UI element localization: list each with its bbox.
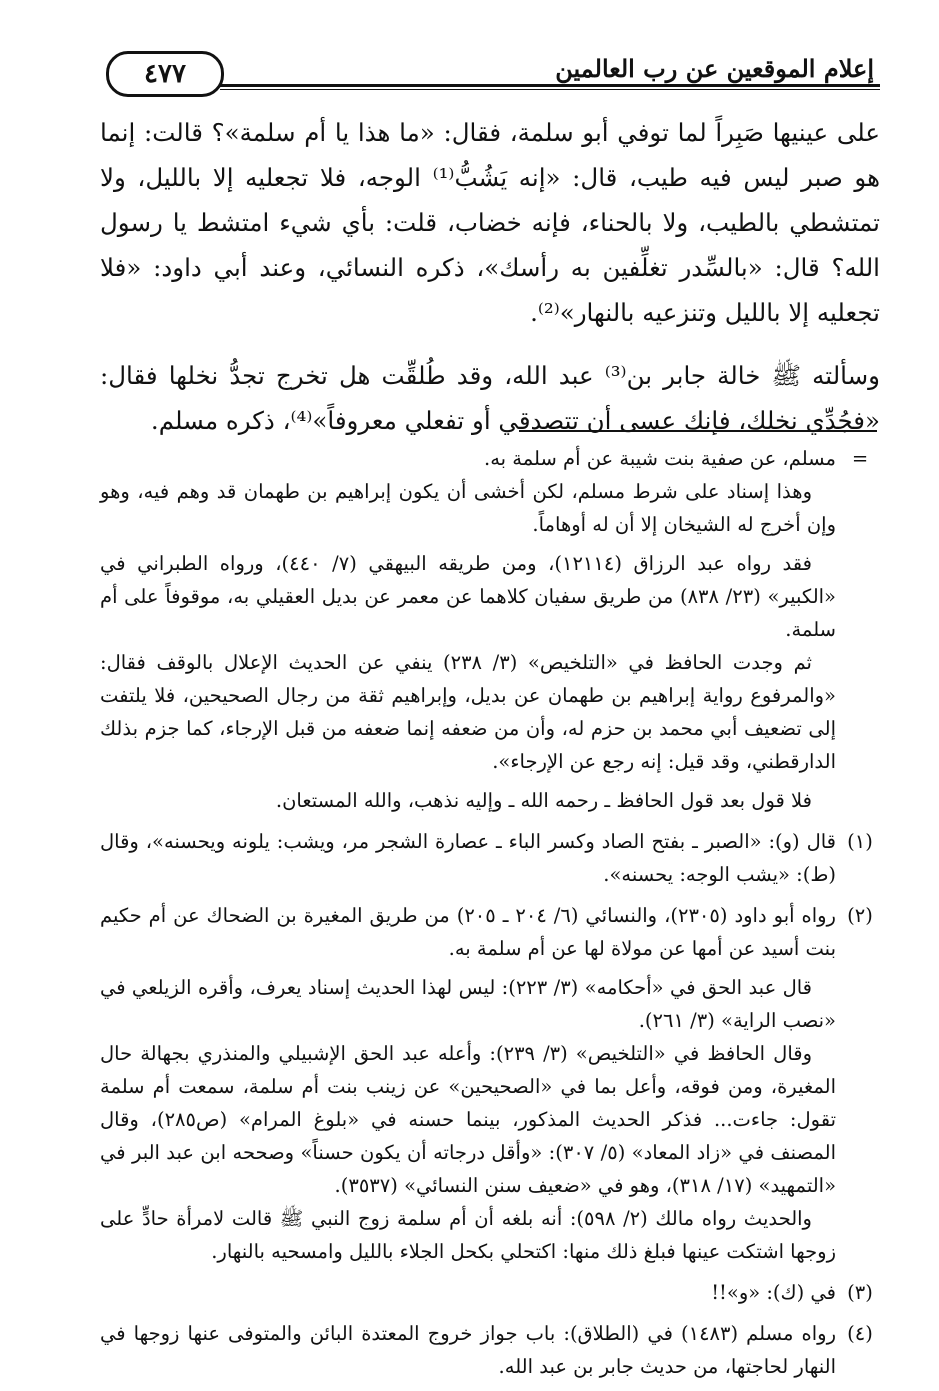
footnote-continuation [100, 442, 880, 817]
footnote-text: رواه مسلم (١٤٨٣) في (الطلاق): باب جواز خروج المعتدة البائن والمتوفى عنها زوجها في النهار لحاجتها، من حديث جابر بن عبد الله. [100, 1322, 836, 1378]
main-paragraph: على عينيها صَبِراً لما توفي أبو سلمة، فقال: «ما هذا يا أم سلمة»؟ قالت: إنما هو صبر ليس فيه طيب، قال: «إنه يَشُبُّ⁽¹⁾ الوجه، فلا تجعليه إلا بالليل، ولا تمتشطي بالطيب، ولا بالحناء، فإنه خضاب، قلت: بأي شيء امتشط يا رسول الله؟ قال: «بالسِّدر تغلِّفين به رأسك»، ذكره النسائي، وعند أبي داود: «فلا تجعليه إلا بالليل وتنزعيه بالنهار»⁽²⁾. [100, 118, 880, 327]
footnote-3 [100, 1276, 880, 1309]
footnote-text: مسلم، عن صفية بنت شيبة عن أم سلمة به. [484, 447, 836, 470]
page-number: ٤٧٧ [106, 51, 224, 97]
footnote-text: فقد رواه عبد الرزاق (١٢١١٤)، ومن طريقه البيهقي (٧/ ٤٤٠)، ورواه الطبراني في «الكبير» (٢٣/ ٨٣٨) من طريق سفيان كلاهما عن معمر عن بديل العقيلي به، موقوفاً على أم سلمة. [100, 552, 836, 641]
footnote-text: في (ك): «و»!! [711, 1281, 836, 1304]
running-header [100, 48, 880, 98]
footnote-separator [519, 430, 877, 432]
header-rule [220, 84, 880, 87]
header-rule-thin [220, 89, 880, 90]
footnote-marker: = [851, 447, 869, 470]
footnote-marker: (٣) [847, 1281, 873, 1304]
footnote-marker: (٢) [847, 904, 873, 927]
footnote-text: والحديث رواه مالك (٢/ ٥٩٨): أنه بلغه أن أم سلمة زوج النبي ﷺ قالت لامرأة حادٍّ على زوجها اشتكت عينها فبلغ ذلك منها: اكتحلي بكحل الجلاء بالليل وامسحيه بالنهار. [100, 1207, 836, 1263]
footnotes [100, 442, 880, 1391]
footnote-marker: (٤) [847, 1322, 873, 1345]
footnote-text: وهذا إسناد على شرط مسلم، لكن أخشى أن يكون إبراهيم بن طهمان قد وهم فيه، وهو وإن أخرج له الشيخان إلا أن له أوهاماً. [100, 480, 836, 536]
book-title: إعلام الموقعين عن رب العالمين [555, 54, 874, 83]
footnote-text: قال (و): «الصبر ـ بفتح الصاد وكسر الباء ـ عصارة الشجر مر، ويشب: يلونه ويحسنه»، وقال (ط): «يشب الوجه: يحسنه». [100, 830, 836, 886]
footnote-text: قال عبد الحق في «أحكامه» (٣/ ٢٢٣): ليس لهذا الحديث إسناد يعرف، وأقره الزيلعي في «نصب الراية» (٣/ ٢٦١). [100, 976, 836, 1032]
footnote-text: فلا قول بعد قول الحافظ ـ رحمه الله ـ وإليه نذهب، والله المستعان. [275, 789, 812, 812]
footnote-4 [100, 1317, 880, 1383]
footnote-marker: (١) [847, 830, 873, 853]
footnote-text: ثم وجدت الحافظ في «التلخيص» (٣/ ٢٣٨) ينفي عن الحديث الإعلال بالوقف فقال: «والمرفوع رواية إبراهيم بن طهمان عن بديل، وإبراهيم ثقة من رجال الصحيحين، فلا يلتفت إلى تضعيف أبي محمد بن حزم له، وأن من ضعفه إنما ضعفه من قبل الإرجاء، كما جزم بذلك الدارقطني، وقد قيل: إنه رجع عن الإرجاء». [100, 651, 836, 773]
main-text [100, 110, 880, 443]
footnote-text: رواه أبو داود (٢٣٠٥)، والنسائي (٦/ ٢٠٤ ـ ٢٠٥) من طريق المغيرة بن الضحاك عن أم حكيم بنت أسيد عن أمها عن مولاة لها عن أم سلمة به. [100, 904, 836, 960]
main-paragraph: وسألته ﷺ خالة جابر بن⁽³⁾ عبد الله، وقد طُلقِّت هل تخرج تجدُّ نخلها فقال: «فجُدِّي نخلك، فإنك عسى أن تتصدقي أو تفعلي معروفاً»⁽⁴⁾، ذكره مسلم. [100, 361, 880, 435]
footnote-2 [100, 899, 880, 1268]
footnote-1 [100, 825, 880, 891]
footnote-text: وقال الحافظ في «التلخيص» (٣/ ٢٣٩): وأعله عبد الحق الإشبيلي والمنذري بجهالة حال المغيرة، ومن فوقه، وأعل بما في «الصحيحين» عن زينب بنت أم سلمة، سمعت أم سلمة تقول: جاءت... فذكر الحديث المذكور، بينما حسنه في «بلوغ المرام» (ص٢٨٥)، وقال المصنف في «زاد المعاد» (٥/ ٣٠٧): «وأقل درجاته أن يكون حسناً» وصححه ابن عبد البر في «التمهيد» (١٧/ ٣١٨)، وهو في «ضعيف سنن النسائي» (٣٥٣٧). [100, 1042, 836, 1197]
